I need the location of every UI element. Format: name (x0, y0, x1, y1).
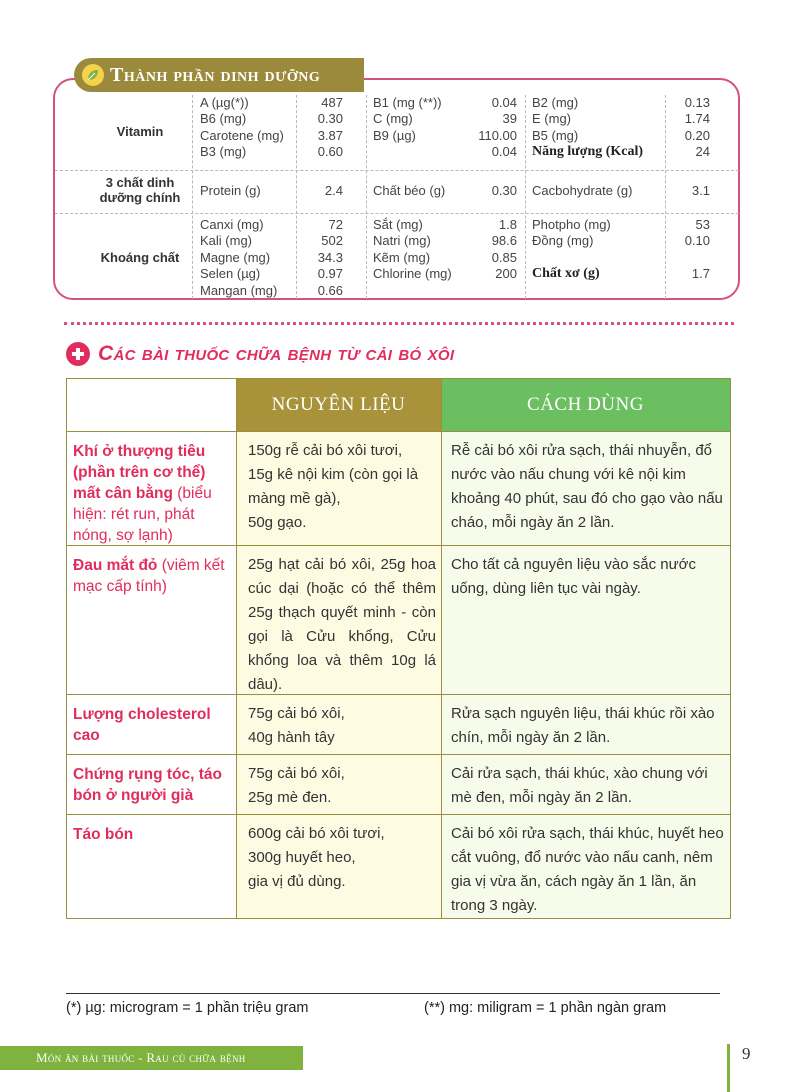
condition-cell (73, 764, 233, 806)
nutrient-name: Photpho (mg) (532, 217, 611, 232)
nutrient-names (373, 217, 473, 283)
condition-title: Khí ở thượng tiêu (phần trên cơ thể) mất cân bằng (73, 443, 206, 502)
nutrient-name: Selen (µg) (200, 266, 261, 282)
nutrition-row-vitamin (55, 95, 739, 167)
ingredients-cell (248, 439, 436, 535)
condition-note: (biểu hiện: rét run, phát nóng, sợ lạnh) (73, 485, 212, 544)
nutrient-values (667, 217, 710, 283)
nutrient-name: Kali (mg) (200, 233, 253, 249)
nutrient-value: 0.10 (684, 233, 710, 249)
row-label: Khoáng chất (100, 250, 180, 265)
usage-cell: Cho tất cả nguyên liệu vào sắc nước uống, dùng liên tục vài ngày. (451, 556, 697, 597)
row-divider (67, 431, 730, 432)
nutrient-names (532, 95, 662, 161)
nutrient-name: Kẽm (mg) (373, 249, 431, 265)
nutrient-name: Cacbohydrate (g) (532, 183, 633, 198)
condition-title: Lượng cholesterol cao (73, 706, 211, 744)
nutrient-value: 1.7 (691, 266, 710, 282)
nutrient-value: 34.3 (317, 249, 343, 265)
nutrient-value: 0.04 (491, 144, 517, 160)
row-label: Vitamin (116, 124, 164, 139)
condition-title: Đau mắt đỏ (73, 557, 158, 574)
ingredient-line: 40g hành tây (248, 729, 335, 746)
nutrient-name: Chất béo (g) (373, 183, 446, 198)
usage-cell: Rễ cải bó xôi rửa sạch, thái nhuyễn, đổ nước vào nấu chung với kê nội kim khoảng 40 phút, sau đó cho gạo vào nấu cháo, mỗi ngày ăn 2 lần. (451, 442, 723, 531)
fiber-label: Chất xơ (g) (532, 266, 600, 282)
remedies-table (66, 378, 731, 919)
nutrient-value: 24 (695, 144, 710, 160)
nutrient-value: 487 (321, 95, 343, 110)
footer-book-title: Món ăn bài thuốc - Rau củ chữa bệnh (0, 1046, 303, 1070)
ingredients-cell: 25g hạt cải bó xôi, 25g hoa cúc dại (hoặc có thể thêm 25g thạch quyết minh - còn gọi là Cửu khổng, Cửu khổng loa và thêm 10g lá dâu). (248, 556, 436, 693)
nutrient-value: 98.6 (491, 233, 517, 249)
nutrient-name (532, 250, 662, 266)
grid-divider (55, 170, 739, 171)
nutrient-name: B3 (mg) (200, 144, 247, 160)
nutrition-title: Thành phần dinh dưỡng (110, 63, 321, 86)
ingredient-line: 25g mè đen. (248, 789, 332, 806)
nutrient-names (373, 95, 473, 161)
footnote-microgram: (*) µg: microgram = 1 phần triệu gram (66, 1000, 309, 1016)
remedies-title: Các bài thuốc chữa bệnh từ cải bó xôi (98, 342, 455, 365)
condition-cell (73, 555, 233, 597)
nutrient-value: 502 (321, 233, 343, 249)
grid-divider (55, 213, 739, 214)
nutrition-row-macros (55, 173, 739, 211)
header-ingredients: NGUYÊN LIỆU (236, 379, 441, 431)
nutrient-name: B9 (µg) (373, 127, 416, 143)
column-divider (236, 379, 237, 918)
nutrient-name: A (µg(*)) (200, 95, 249, 110)
nutrient-name: B6 (mg) (200, 111, 247, 127)
nutrient-value: 0.20 (684, 127, 710, 143)
leaf-icon (82, 64, 104, 86)
nutrient-name: Protein (g) (200, 183, 261, 198)
plus-cross-icon (66, 342, 90, 366)
ingredient-line: gia vị đủ dùng. (248, 873, 346, 890)
nutrient-name: B2 (mg) (532, 95, 579, 110)
page-number: 9 (742, 1044, 751, 1063)
condition-note: (viêm kết mạc cấp tính) (73, 557, 225, 595)
ingredient-line: 50g gạo. (248, 514, 307, 531)
remedies-heading (66, 342, 454, 366)
usage-cell: Rửa sạch nguyên liệu, thái khúc rồi xào chín, mỗi ngày ăn 2 lần. (451, 705, 715, 746)
nutrient-value: 0.66 (317, 282, 343, 298)
footnote-divider (66, 993, 720, 994)
column-divider (441, 379, 442, 918)
ingredient-line: 150g rễ cải bó xôi tươi, (248, 442, 403, 459)
nutrient-value: 3.1 (691, 183, 710, 198)
page-number-bar (727, 1044, 730, 1092)
nutrient-name: Canxi (mg) (200, 217, 264, 232)
usage-cell: Cải rửa sạch, thái khúc, xào chung với mè đen, mỗi ngày ăn 2 lần. (451, 765, 708, 806)
nutrient-names (200, 95, 295, 161)
nutrient-value: 0.04 (491, 95, 517, 110)
nutrient-values (667, 95, 710, 161)
footnote-milligram: (**) mg: miligram = 1 phần ngàn gram (424, 1000, 667, 1016)
nutrient-value: 0.13 (684, 95, 710, 110)
nutrient-values (465, 217, 517, 283)
condition-title: Táo bón (73, 826, 134, 843)
row-label: 3 chất dinh dưỡng chính (99, 175, 181, 205)
energy-label: Năng lượng (Kcal) (532, 144, 644, 160)
row-divider (67, 814, 730, 815)
nutrient-name (373, 144, 473, 160)
nutrient-values (465, 95, 517, 161)
ingredient-line: 75g cải bó xôi, (248, 705, 345, 722)
condition-title: Chứng rụng tóc, táo bón ở người già (73, 766, 222, 804)
nutrient-value: 0.60 (317, 144, 343, 160)
nutrient-value: 0.30 (491, 183, 517, 198)
ingredient-line: 75g cải bó xôi, (248, 765, 345, 782)
ingredient-line: 300g huyết heo, (248, 849, 356, 866)
header-usage: CÁCH DÙNG (441, 379, 730, 431)
nutrient-value: 2.4 (324, 183, 343, 198)
nutrient-name: B5 (mg) (532, 127, 579, 143)
nutrient-value: 1.8 (498, 217, 517, 232)
nutrient-value: 0.97 (317, 266, 343, 282)
nutrient-name: Đồng (mg) (532, 233, 594, 249)
condition-cell (73, 824, 233, 845)
nutrient-value: 1.74 (684, 111, 710, 127)
dotted-separator (64, 322, 734, 325)
ingredients-cell (248, 822, 436, 894)
nutrient-value: 0.85 (491, 249, 517, 265)
ingredient-line: 15g kê nội kim (còn gọi là màng mề gà), (248, 466, 419, 507)
nutrient-value: 3.87 (317, 127, 343, 143)
row-divider (67, 754, 730, 755)
nutrition-title-banner (74, 58, 364, 92)
nutrient-names (532, 217, 662, 283)
nutrient-value: 39 (502, 111, 517, 127)
nutrient-name: Natri (mg) (373, 233, 431, 249)
nutrient-name: Chlorine (mg) (373, 266, 452, 282)
nutrient-name: Sắt (mg) (373, 217, 423, 232)
nutrient-value: 200 (495, 266, 517, 282)
nutrient-name: Mangan (mg) (200, 282, 278, 298)
nutrient-name: C (mg) (373, 111, 413, 127)
ingredient-line: 600g cải bó xôi tươi, (248, 825, 385, 842)
nutrient-value: 0.30 (317, 111, 343, 127)
nutrient-name: Carotene (mg) (200, 127, 284, 143)
nutrient-value: 110.00 (478, 127, 517, 143)
nutrient-name: E (mg) (532, 111, 571, 127)
nutrient-values (300, 217, 343, 299)
ingredients-cell (248, 702, 436, 750)
nutrient-names (200, 217, 295, 299)
nutrient-value (667, 250, 710, 266)
nutrient-value: 72 (328, 217, 343, 232)
nutrient-values (300, 95, 343, 161)
ingredients-cell (248, 762, 436, 810)
nutrient-value: 53 (695, 217, 710, 232)
nutrient-name: B1 (mg (**)) (373, 95, 442, 110)
nutrition-row-minerals (55, 217, 739, 299)
usage-cell: Cải bó xôi rửa sạch, thái khúc, huyết heo cắt vuông, đổ nước vào nấu canh, nêm gia vị vừa ăn, cách ngày ăn 1 lần, ăn trong 3 ngày. (451, 825, 724, 914)
condition-cell (73, 704, 233, 746)
condition-cell (73, 441, 233, 546)
nutrient-name: Magne (mg) (200, 249, 271, 265)
